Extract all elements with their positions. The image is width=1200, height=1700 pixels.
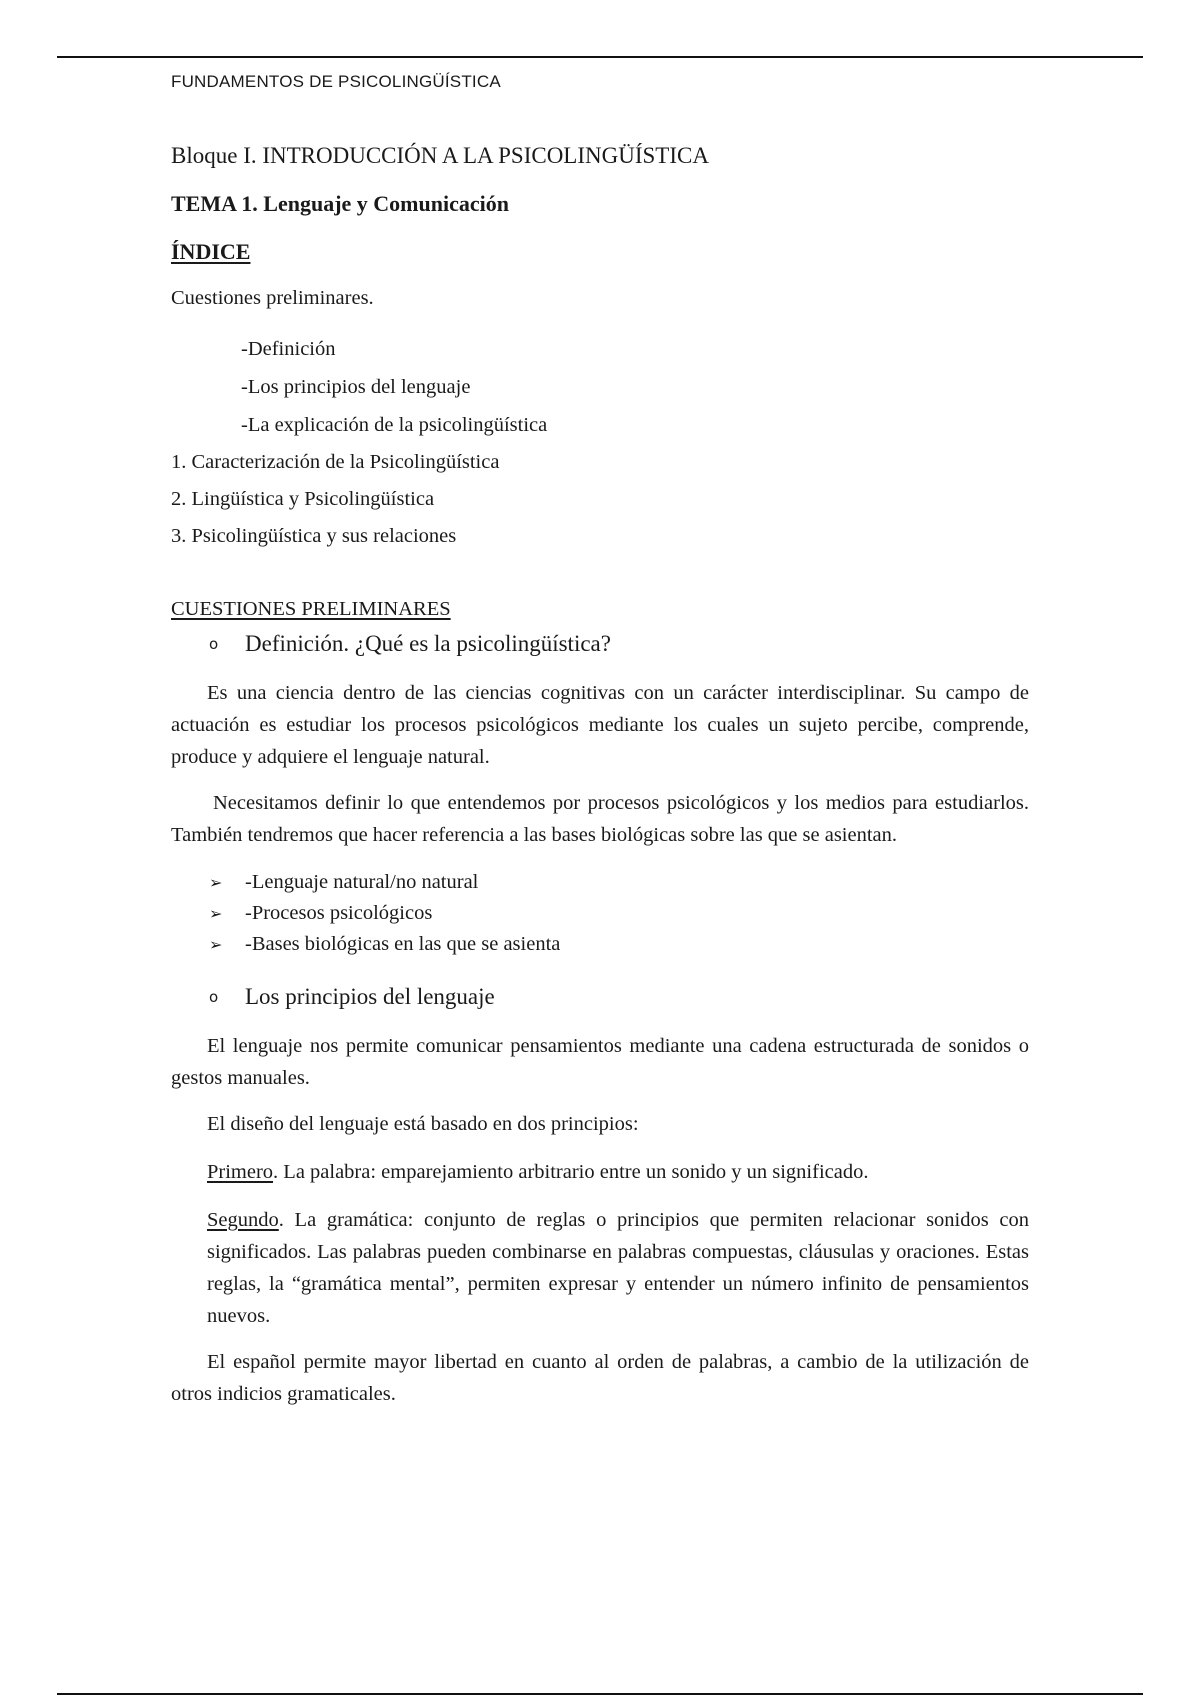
- circle-bullet-icon: o: [209, 635, 219, 653]
- definition-paragraph: Es una ciencia dentro de las ciencias cognitivas con un carácter interdisciplinar. Su campo de actuación es estudiar los procesos psicológicos mediante los cuales un sujeto percibe, comprende, produce y adquiere el lenguaje natural.: [171, 682, 1029, 768]
- definition-paragraph: Necesitamos definir lo que entendemos por procesos psicológicos y los medios para estudiarlos. También tendremos que hacer referencia a las bases biológicas sobre las que se asientan.: [171, 792, 1029, 846]
- arrow-bullet-icon: ➢: [209, 935, 223, 954]
- arrow-list-item: [209, 867, 1029, 898]
- index-numbered-item: 2. Lingüística y Psicolingüística: [171, 488, 435, 510]
- principles-paragraph: El diseño del lenguaje está basado en dos principios:: [207, 1113, 639, 1135]
- principle-first-label: Primero: [207, 1161, 274, 1183]
- arrow-list-item: [209, 929, 1029, 960]
- arrow-bullet-icon: ➢: [209, 873, 223, 892]
- principle-first: [207, 1156, 1029, 1188]
- definition-heading: [209, 625, 1029, 663]
- principles-heading: [209, 978, 1029, 1016]
- index-numbered-item: 1. Caracterización de la Psicolingüística: [171, 451, 500, 473]
- arrow-list-item: [209, 898, 1029, 929]
- spanish-paragraph: El español permite mayor libertad en cuanto al orden de palabras, a cambio de la utilización de otros indicios gramaticales.: [171, 1351, 1029, 1405]
- arrow-item-text: -Bases biológicas en las que se asienta: [245, 933, 561, 955]
- circle-bullet-icon: o: [209, 988, 219, 1006]
- index-numbered-item: 3. Psicolingüística y sus relaciones: [171, 525, 457, 547]
- arrow-list: [171, 867, 1029, 960]
- definition-heading-text: Definición. ¿Qué es la psicolingüística?: [245, 631, 611, 656]
- principle-first-text: . La palabra: emparejamiento arbitrario entre un sonido y un significado.: [273, 1161, 869, 1183]
- tema-title: TEMA 1. Lenguaje y Comunicación: [171, 191, 509, 216]
- principle-second: [207, 1204, 1029, 1332]
- arrow-item-text: -Procesos psicológicos: [245, 902, 433, 924]
- index-sub-list: [171, 330, 1029, 444]
- index-numbered-list: [171, 444, 1029, 555]
- index-sub-item: -La explicación de la psicolingüística: [241, 414, 548, 436]
- running-header: FUNDAMENTOS DE PSICOLINGÜÍSTICA: [171, 72, 501, 91]
- prelim-line: Cuestiones preliminares.: [171, 287, 374, 309]
- block-title: Bloque I. INTRODUCCIÓN A LA PSICOLINGÜÍSTICA: [171, 143, 709, 168]
- top-rule: [57, 56, 1143, 58]
- indice-title: ÍNDICE: [171, 239, 251, 264]
- principle-second-text: . La gramática: conjunto de reglas o principios que permiten relacionar sonidos con significados. Las palabras pueden combinarse en palabras compuestas, cláusulas y oraciones. Estas reglas, la “gramática mental”, permiten expresar y entender un número infinito de pensamientos nuevos.: [207, 1209, 1029, 1327]
- index-sub-item: -Los principios del lenguaje: [241, 376, 471, 398]
- arrow-item-text: -Lenguaje natural/no natural: [245, 871, 479, 893]
- document-body: [171, 140, 1029, 1410]
- principles-heading-text: Los principios del lenguaje: [245, 984, 495, 1009]
- bottom-rule: [57, 1693, 1143, 1695]
- principles-paragraph: El lenguaje nos permite comunicar pensamientos mediante una cadena estructurada de sonidos o gestos manuales.: [171, 1035, 1029, 1089]
- principle-second-label: Segundo: [207, 1209, 279, 1231]
- arrow-bullet-icon: ➢: [209, 904, 223, 923]
- section-title: CUESTIONES PRELIMINARES: [171, 598, 451, 620]
- index-sub-item: -Definición: [241, 338, 336, 360]
